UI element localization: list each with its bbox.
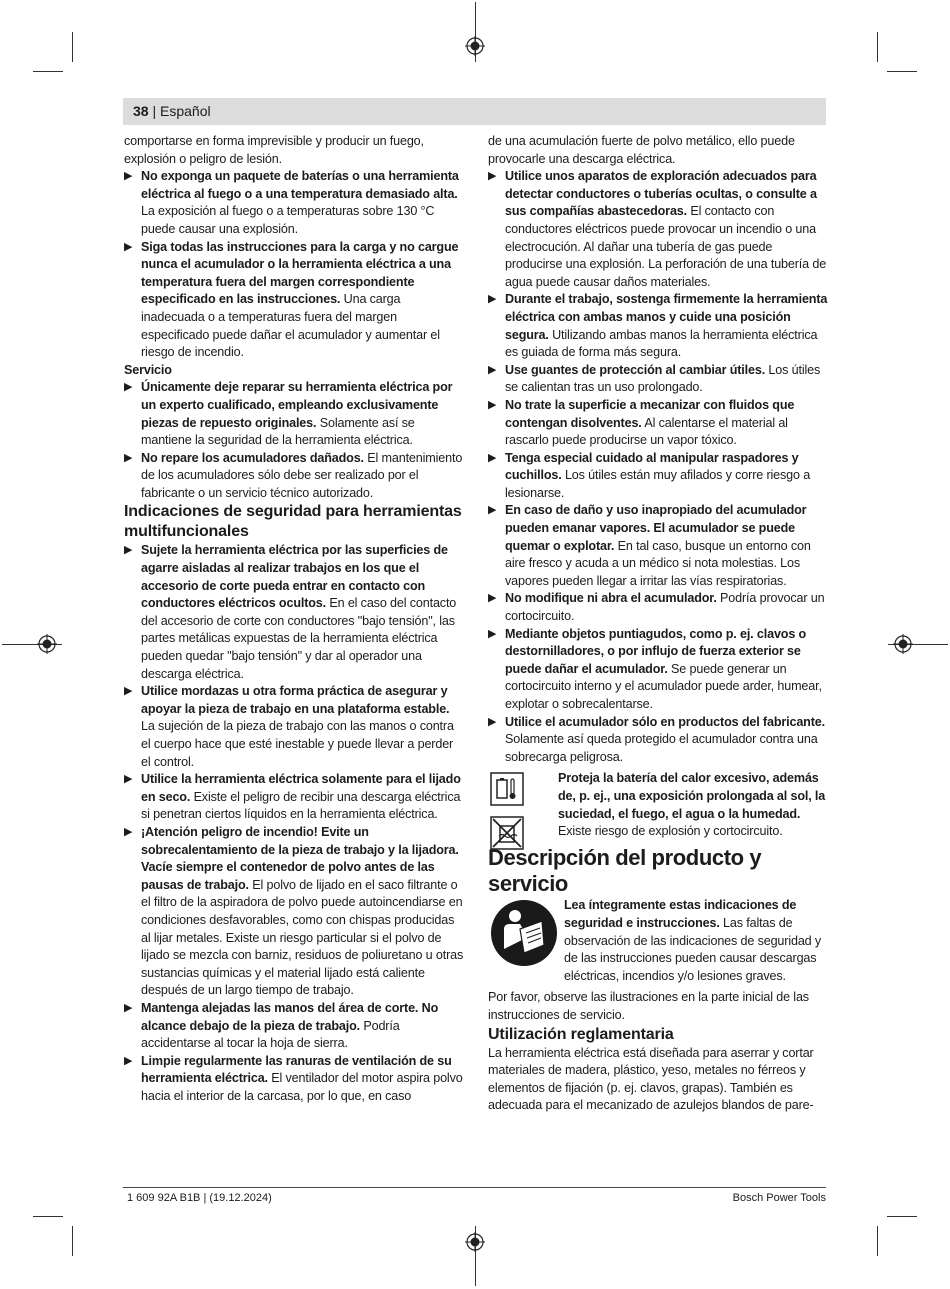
right-column (488, 133, 828, 1115)
instruction-text: El polvo de lijado en el saco filtrante o el filtro de la aspiradora de polvo puede autoincendiarse en condiciones desfavorables, como con chispas producidas al lijar metales. Existe un riesgo particular si el polvo de lijado se mezcla con barniz, residuos de poliuretano u otras sustancias químicas y el material lijado está caliente después de un largo tiempo de trabajo. (141, 877, 464, 998)
crop-mark (72, 1226, 73, 1256)
safety-instruction (124, 1000, 464, 1053)
triangle-bullet-icon: ▶ (124, 1001, 133, 1014)
triangle-bullet-icon: ▶ (488, 170, 497, 183)
instruction-bold: Siga todas las instrucciones para la carga y no cargue nunca el acumulador o la herramienta eléctrica a una temperatura fuera del margen correspondiente especificado en las instrucciones. (141, 239, 459, 307)
safety-instruction (124, 771, 464, 824)
instruction-bold: Mediante objetos puntiagudos, como p. ej. clavos o destornilladores, o por influjo de fuerza exterior se puede dañar el acumulador. (505, 626, 807, 676)
instruction-bold: Únicamente deje reparar su herramienta eléctrica por un experto cualificado, empleando exclusivamente piezas de repuesto originales. (141, 380, 453, 430)
instruction-text: El contacto con conductores eléctricos puede provocar un incendio o una electrocución. Al dañar una tubería de gas puede producirse una explosión. La perforación de una tubería de agua puede causar daños materiales. (505, 204, 827, 289)
instruction-text: Podría accidentarse al tocar la hoja de sierra. (141, 1018, 400, 1051)
instruction-text: Solamente así queda protegido el acumulador contra una sobrecarga peligrosa. (505, 732, 818, 764)
instruction-text: Los útiles están muy afilados y corre riesgo a lesionarse. (505, 468, 811, 500)
safety-instruction (488, 502, 828, 590)
registration-mark-icon (893, 634, 913, 654)
instruction-text: Podría provocar un cortocircuito. (505, 591, 825, 624)
page-header (123, 98, 826, 125)
paragraph: de una acumulación fuerte de polvo metálico, ello puede provocarle una descarga eléctrica. (488, 134, 795, 166)
read-instructions-notice (488, 897, 828, 985)
safety-instruction (488, 714, 828, 767)
page-number: 38 (133, 103, 149, 119)
instruction-bold: Tenga especial cuidado al manipular raspadores y cuchillos. (505, 450, 799, 483)
instruction-text: La exposición al fuego o a temperaturas sobre 130 °C puede causar una explosión. (141, 204, 435, 236)
safety-instruction (488, 626, 828, 714)
triangle-bullet-icon: ▶ (488, 504, 497, 517)
instruction-bold: Use guantes de protección al cambiar útiles. (505, 362, 766, 377)
header-language: Español (160, 103, 211, 119)
safety-instruction (488, 291, 828, 361)
triangle-bullet-icon: ▶ (488, 398, 497, 411)
instruction-text: Utilizando ambas manos la herramienta eléctrica es guiada de forma más segura. (505, 327, 818, 360)
warning-text: Existe riesgo de explosión y cortocircuito. (558, 824, 783, 839)
instruction-text: Solamente así se mantiene la seguridad de la herramienta eléctrica. (141, 415, 415, 448)
instruction-text: El mantenimiento de los acumuladores sólo debe ser realizado por el fabricante o un servicio técnico autorizado. (141, 450, 463, 500)
safety-instruction (488, 362, 828, 397)
triangle-bullet-icon: ▶ (124, 773, 133, 786)
instruction-bold: No repare los acumuladores dañados. (141, 450, 364, 465)
safety-instruction (124, 1053, 464, 1106)
header-text (133, 103, 211, 119)
triangle-bullet-icon: ▶ (124, 825, 133, 838)
triangle-bullet-icon: ▶ (488, 293, 497, 306)
crop-mark (877, 1226, 878, 1256)
safety-instruction (124, 450, 464, 503)
safety-instruction (124, 168, 464, 238)
instruction-bold: Utilice el acumulador sólo en productos del fabricante. (505, 714, 825, 729)
left-column (124, 133, 464, 1105)
battery-heat-icon (490, 772, 524, 806)
paragraph: comportarse en forma imprevisible y producir un fuego, explosión o peligro de lesión. (124, 134, 424, 166)
safety-instruction (488, 590, 828, 625)
triangle-bullet-icon: ▶ (124, 1054, 133, 1067)
footer-doc-number: 1 609 92A B1B | (19.12.2024) (127, 1192, 272, 1204)
subheading: Servicio (124, 362, 172, 377)
battery-warning (488, 770, 828, 845)
section-heading: Utilización reglamentaria (488, 1025, 674, 1043)
instruction-text: En el caso del contacto del accesorio de corte con conductores "bajo tensión", las partes metálicas expuestas de la herramienta eléctrica pueden quedar "bajo tensión" y dar al operador una descarga eléctrica. (141, 596, 457, 681)
crop-mark (33, 71, 63, 72)
crop-mark (877, 32, 878, 62)
instruction-bold: No trate la superficie a mecanizar con fluidos que contengan disolventes. (505, 397, 795, 430)
registration-mark-icon (465, 1232, 485, 1252)
instruction-text: Se puede generar un cortocircuito interno y el acumulador puede arder, humear, explotar o sobrecalentarse. (505, 661, 822, 711)
instruction-bold: ¡Atención peligro de incendio! Evite un sobrecalentamiento de la pieza de trabajo y la lijadora. Vacíe siempre el contenedor de polvo antes de las pausas de trabajo. (141, 824, 459, 892)
instruction-bold: Sujete la herramienta eléctrica por las superficies de agarre aisladas al realizar trabajos en los que el accesorio de corte pueda entrar en contacto con conductores eléctricos ocultos. (141, 543, 448, 611)
crop-mark (33, 1216, 63, 1217)
header-separator: | (152, 103, 157, 119)
triangle-bullet-icon: ▶ (124, 381, 133, 394)
paragraph: Por favor, observe las ilustraciones en la parte inicial de las instrucciones de servicio. (488, 990, 809, 1022)
instruction-bold: Durante el trabajo, sostenga firmemente la herramienta eléctrica con ambas manos y cuide una posición segura. (505, 292, 828, 342)
safety-instruction (124, 239, 464, 362)
triangle-bullet-icon: ▶ (124, 170, 133, 183)
triangle-bullet-icon: ▶ (488, 715, 497, 728)
footer-brand: Bosch Power Tools (732, 1192, 826, 1204)
triangle-bullet-icon: ▶ (124, 240, 133, 253)
crop-mark (72, 32, 73, 62)
instruction-text: Los útiles se calientan tras un uso prolongado. (505, 362, 821, 395)
triangle-bullet-icon: ▶ (488, 363, 497, 376)
chapter-heading: Descripción del producto y servicio (488, 845, 762, 897)
safety-instruction (124, 379, 464, 449)
read-manual-icon (490, 899, 558, 967)
instruction-bold: Mantenga alejadas las manos del área de corte. No alcance debajo de la pieza de trabajo. (141, 1000, 439, 1033)
notice-text: Las faltas de observación de las indicaciones de seguridad y de las instrucciones pueden causar descargas eléctricas, incendios y/o lesiones graves. (564, 915, 822, 983)
triangle-bullet-icon: ▶ (488, 592, 497, 605)
triangle-bullet-icon: ▶ (124, 544, 133, 557)
instruction-bold: No modifique ni abra el acumulador. (505, 591, 717, 606)
instruction-text: Al calentarse el material al rascarlo puede producirse un vapor tóxico. (505, 415, 788, 448)
safety-instruction (488, 168, 828, 291)
safety-instruction (124, 542, 464, 683)
footer-rule (123, 1187, 826, 1188)
crop-mark (887, 71, 917, 72)
instruction-bold: Utilice unos aparatos de exploración adecuados para detectar conductores o tuberías ocultas, o consulte a sus compañías abastecedoras. (505, 169, 817, 219)
read-manual-icon (490, 899, 558, 973)
triangle-bullet-icon: ▶ (488, 627, 497, 640)
instruction-text: En tal caso, busque un entorno con aire fresco y acuda a un médico si nota molestias. Los vapores pueden llegar a irritar las vías respiratorias. (505, 538, 811, 588)
battery-no-water-icon (490, 816, 524, 850)
instruction-bold: En caso de daño y uso inapropiado del acumulador pueden emanar vapores. El acumulador se puede quemar o explotar. (505, 503, 807, 553)
safety-instruction (488, 397, 828, 450)
instruction-text: Existe el peligro de recibir una descarga eléctrica si penetran ciertos líquidos en la herramienta eléctrica. (141, 789, 461, 822)
crop-mark (887, 1216, 917, 1217)
instruction-text: Una carga inadecuada o a temperaturas fuera del margen especificado puede dañar el acumulador y aumentar el riesgo de incendio. (141, 292, 440, 360)
instruction-text: El ventilador del motor aspira polvo hacia el interior de la carcasa, por lo que, en caso (141, 1071, 463, 1103)
triangle-bullet-icon: ▶ (124, 685, 133, 698)
instruction-bold: Utilice mordazas u otra forma práctica de asegurar y apoyar la pieza de trabajo en una plataforma estable. (141, 684, 450, 716)
instruction-text: La sujeción de la pieza de trabajo con las manos o contra el cuerpo hace que esté inestable y puede llevar a perder el control. (141, 719, 454, 769)
instruction-bold: Limpie regularmente las ranuras de ventilación de su herramienta eléctrica. (141, 1053, 452, 1086)
instruction-bold: Utilice la herramienta eléctrica solamente para el lijado en seco. (141, 772, 461, 804)
warning-bold: Proteja la batería del calor excesivo, además de, p. ej., una exposición prolongada al sol, la suciedad, el fuego, el agua o la humedad. (558, 771, 826, 821)
triangle-bullet-icon: ▶ (124, 451, 133, 464)
safety-instruction (124, 824, 464, 1000)
registration-mark-icon (465, 36, 485, 56)
triangle-bullet-icon: ▶ (488, 451, 497, 464)
safety-instruction (488, 450, 828, 503)
registration-mark-icon (37, 634, 57, 654)
instruction-bold: No exponga un paquete de baterías o una herramienta eléctrica al fuego o a una temperatura demasiado alta. (141, 169, 459, 201)
section-heading: Indicaciones de seguridad para herramientas multifuncionales (124, 503, 462, 541)
notice-bold: Lea íntegramente estas indicaciones de seguridad e instrucciones. (564, 898, 797, 930)
safety-instruction (124, 683, 464, 771)
paragraph: La herramienta eléctrica está diseñada para aserrar y cortar materiales de madera, plástico, yeso, metales no férreos y elementos de fijación (p. ej. clavos, grapas). También es adecuada para el mecanizado de azulejos blandos de pare- (488, 1045, 814, 1113)
warning-icons (490, 772, 524, 855)
